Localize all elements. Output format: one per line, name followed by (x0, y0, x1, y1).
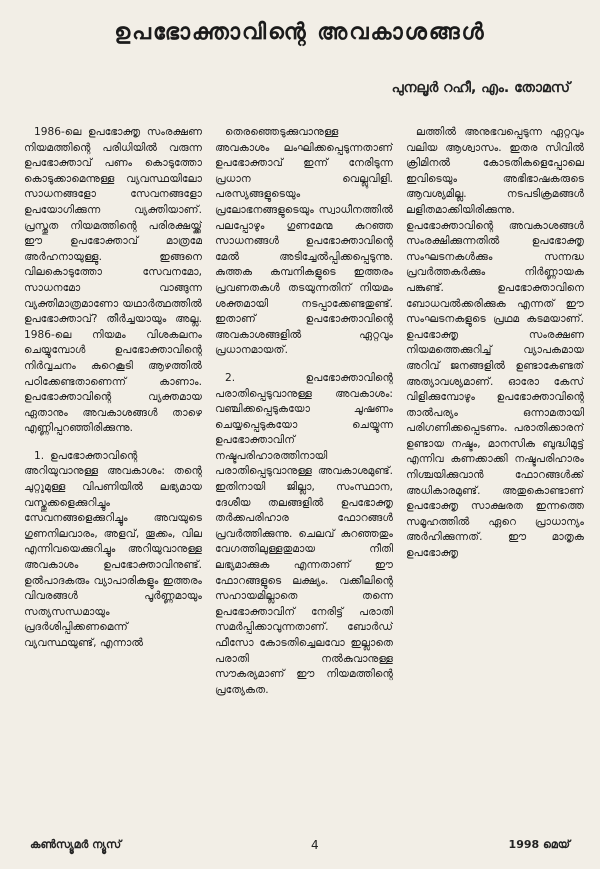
issue-date: 1998 മെയ് (508, 838, 570, 851)
paragraph: തെരഞ്ഞെടുക്കുവാനുള്ള അവകാശം ലംഘിക്കപ്പെടുന്നതാണ് ഉപഭോക്താവ് ഇന്ന് നേരിടുന്ന പ്രധാന വെല്ലുവിളി. പരസ്യങ്ങളുടെയും പ്രലോഭനങ്ങളുടെയും സ്വാധീനത്തിൽ പലപ്പോഴും ഗുണമേന്മ കുറഞ്ഞ സാധനങ്ങൾ ഉപഭോക്താവിന്റെ മേൽ അടിച്ചേൽപ്പിക്കപ്പെടുന്നു. കുത്തക കമ്പനികളുടെ ഇത്തരം പ്രവണതകൾ തടയുന്നതിന് നിയമം ശക്തമായി നടപ്പാക്കേണ്ടതുണ്ട്. ഇതാണ് ഉപഭോക്താവിന്റെ അവകാശങ്ങളിൽ ഏറ്റവും പ്രധാനമായത്. (215, 126, 393, 357)
publication-name: കൺസ്യൂമർ ന്യൂസ് (30, 838, 122, 851)
paragraph: 1986-ലെ ഉപഭോക്തൃ സംരക്ഷണ നിയമത്തിന്റെ പരിധിയിൽ വരുന്ന ഉപഭോക്താവ് പണം കൊടുത്തോ കൊടുക്കാമെന്നുള്ള വ്യവസ്ഥയിലോ സാധനങ്ങളോ സേവനങ്ങളോ ഉപയോഗിക്കുന്ന വ്യക്തിയാണ്. പ്രസ്തുത നിയമത്തിന്റെ പരിരക്ഷയ്ക്ക് ഈ ഉപഭോക്താവ് മാത്രമേ അർഹനായുള്ളു. ഇങ്ങനെ വിലകൊടുത്തോ സേവനമോ, സാധനമോ വാങ്ങുന്ന വ്യക്തിമാത്രമാണോ യഥാർത്ഥത്തിൽ ഉപഭോക്താവ്? തീർച്ചയായും അല്ല. 1986-ലെ നിയമം വിശകലനം ചെയ്യുമ്പോൾ ഉപഭോക്താവിന്റെ നിർവ്വചനം കുറെകൂടി ആഴത്തിൽ പഠിക്കേണ്ടതാണെന്ന് കാണാം. ഉപഭോക്താവിന്റെ വ്യക്തമായ ഏതാനും അവകാശങ്ങൾ താഴെ എണ്ണിപ്പറഞ്ഞിരിക്കുന്നു. (24, 126, 202, 435)
article-author: പുനലൂർ റഹീ, എം. തോമസ് (391, 80, 570, 96)
article-body (24, 125, 584, 790)
paragraph-text: ഉപഭോക്താവിന്റെ അറിയുവാനുള്ള അവകാശം: തന്റെ ചുറ്റുമുള്ള വിപണിയിൽ ലഭ്യമായ വസ്തുക്കളെക്കുറിച്ചും സേവനങ്ങളെക്കുറിച്ചും അവയുടെ ഗുണനിലവാരം, അളവ്, തൂക്കം, വില എന്നിവയെക്കുറിച്ചും അറിയുവാനുള്ള അവകാശം ഉപഭോക്താവിനുണ്ട്. ഉൽപാദകരും വ്യാപാരികളും ഇത്തരം വിവരങ്ങൾ പൂർണ്ണമായും സത്യസന്ധമായും പ്രദർശിപ്പിക്കണമെന്ന് വ്യവസ്ഥയുണ്ട്, എന്നാൽ (24, 449, 202, 649)
paragraph: 1. ഉപഭോക്താവിന്റെ അറിയുവാനുള്ള അവകാശം: തന്റെ ചുറ്റുമുള്ള വിപണിയിൽ ലഭ്യമായ വസ്തുക്കളെക്കുറിച്ചും സേവനങ്ങളെക്കുറിച്ചും അവയുടെ ഗുണനിലവാരം, അളവ്, തൂക്കം, വില എന്നിവയെക്കുറിച്ചും അറിയുവാനുള്ള അവകാശം ഉപഭോക്താവിനുണ്ട്. ഉൽപാദകരും വ്യാപാരികളും ഇത്തരം വിവരങ്ങൾ പൂർണ്ണമായും സത്യസന്ധമായും പ്രദർശിപ്പിക്കണമെന്ന് വ്യവസ്ഥയുണ്ട്, എന്നാൽ (24, 449, 202, 649)
paragraph: ലത്തിൽ അനുഭവപ്പെടുന്ന ഏറ്റവും വലിയ ആശ്വാസം. ഇതര സിവിൽ ക്രിമിനൽ കോടതികളെപ്പോലെ ഇവിടെയും അഭിഭാഷകരുടെ ആവശ്യമില്ല. നടപടിക്രമങ്ങൾ ലളിതമാക്കിയിരിക്കുന്നു. ഉപഭോക്താവിന്റെ അവകാശങ്ങൾ സംരക്ഷിക്കുന്നതിൽ ഉപഭോക്തൃ സംഘടനകൾക്കും സന്നദ്ധ പ്രവർത്തകർക്കും നിർണ്ണായക പങ്കുണ്ട്. ഉപഭോക്താവിനെ ബോധവൽക്കരിക്കുക എന്നത് ഈ സംഘടനകളുടെ പ്രഥമ കടമയാണ്. ഉപഭോക്തൃ സംരക്ഷണ നിയമത്തെക്കുറിച്ച് വ്യാപകമായ അറിവ് ജനങ്ങളിൽ ഉണ്ടാകേണ്ടത് അത്യാവശ്യമാണ്. ഓരോ കേസ് വിളിക്കുമ്പോഴും ഉപഭോക്താവിന്റെ താൽപര്യം ഒന്നാമതായി പരിഗണിക്കപ്പെടണം. പരാതിക്കാരന് ഉണ്ടായ നഷ്ടം, മാനസിക ബുദ്ധിമുട്ട് എന്നിവ കണക്കാക്കി നഷ്ടപരിഹാരം നിശ്ചയിക്കുവാൻ ഫോറങ്ങൾക്ക് അധികാരമുണ്ട്. അതുകൊണ്ടാണ് ഉപഭോക്തൃ സാക്ഷരത ഇന്നത്തെ സമൂഹത്തിൽ ഏറെ പ്രാധാന്യം അർഹിക്കുന്നത്. ഈ മാതൃക ഉപഭോക്തൃ (406, 126, 584, 560)
paragraph: 2. ഉപഭോക്താവിന്റെ പരാതിപ്പെടുവാനുള്ള അവകാശം: വഞ്ചിക്കപ്പെടുകയോ ചൂഷണം ചെയ്യപ്പെടുകയോ ചെയ്യുന്ന ഉപഭോക്താവിന് നഷ്ടപരിഹാരത്തിനായി പരാതിപ്പെടുവാനുള്ള അവകാശമുണ്ട്. ഇതിനായി ജില്ലാ, സംസ്ഥാന, ദേശീയ തലങ്ങളിൽ ഉപഭോക്തൃ തർക്കപരിഹാര ഫോറങ്ങൾ പ്രവർത്തിക്കുന്നു. ചെലവ് കുറഞ്ഞതും വേഗത്തിലുള്ളതുമായ നീതി ലഭ്യമാക്കുക എന്നതാണ് ഈ ഫോറങ്ങളുടെ ലക്ഷ്യം. വക്കീലിന്റെ സഹായമില്ലാതെ തന്നെ ഉപഭോക്താവിന് നേരിട്ട് പരാതി സമർപ്പിക്കാവുന്നതാണ്. ബോർഡ് ഫീസോ കോടതിച്ചെലവോ ഇല്ലാതെ പരാതി നൽകുവാനുള്ള സൗകര്യമാണ് ഈ നിയമത്തിന്റെ പ്രത്യേകത. (215, 371, 393, 696)
page-number: 4 (311, 838, 319, 852)
text-column-3 (406, 125, 584, 790)
text-column-1 (24, 125, 202, 790)
text-column-2 (215, 125, 393, 790)
article-title: ഉപഭോക്താവിന്റെ അവകാശങ്ങൾ (114, 20, 486, 45)
page-footer (30, 838, 570, 852)
